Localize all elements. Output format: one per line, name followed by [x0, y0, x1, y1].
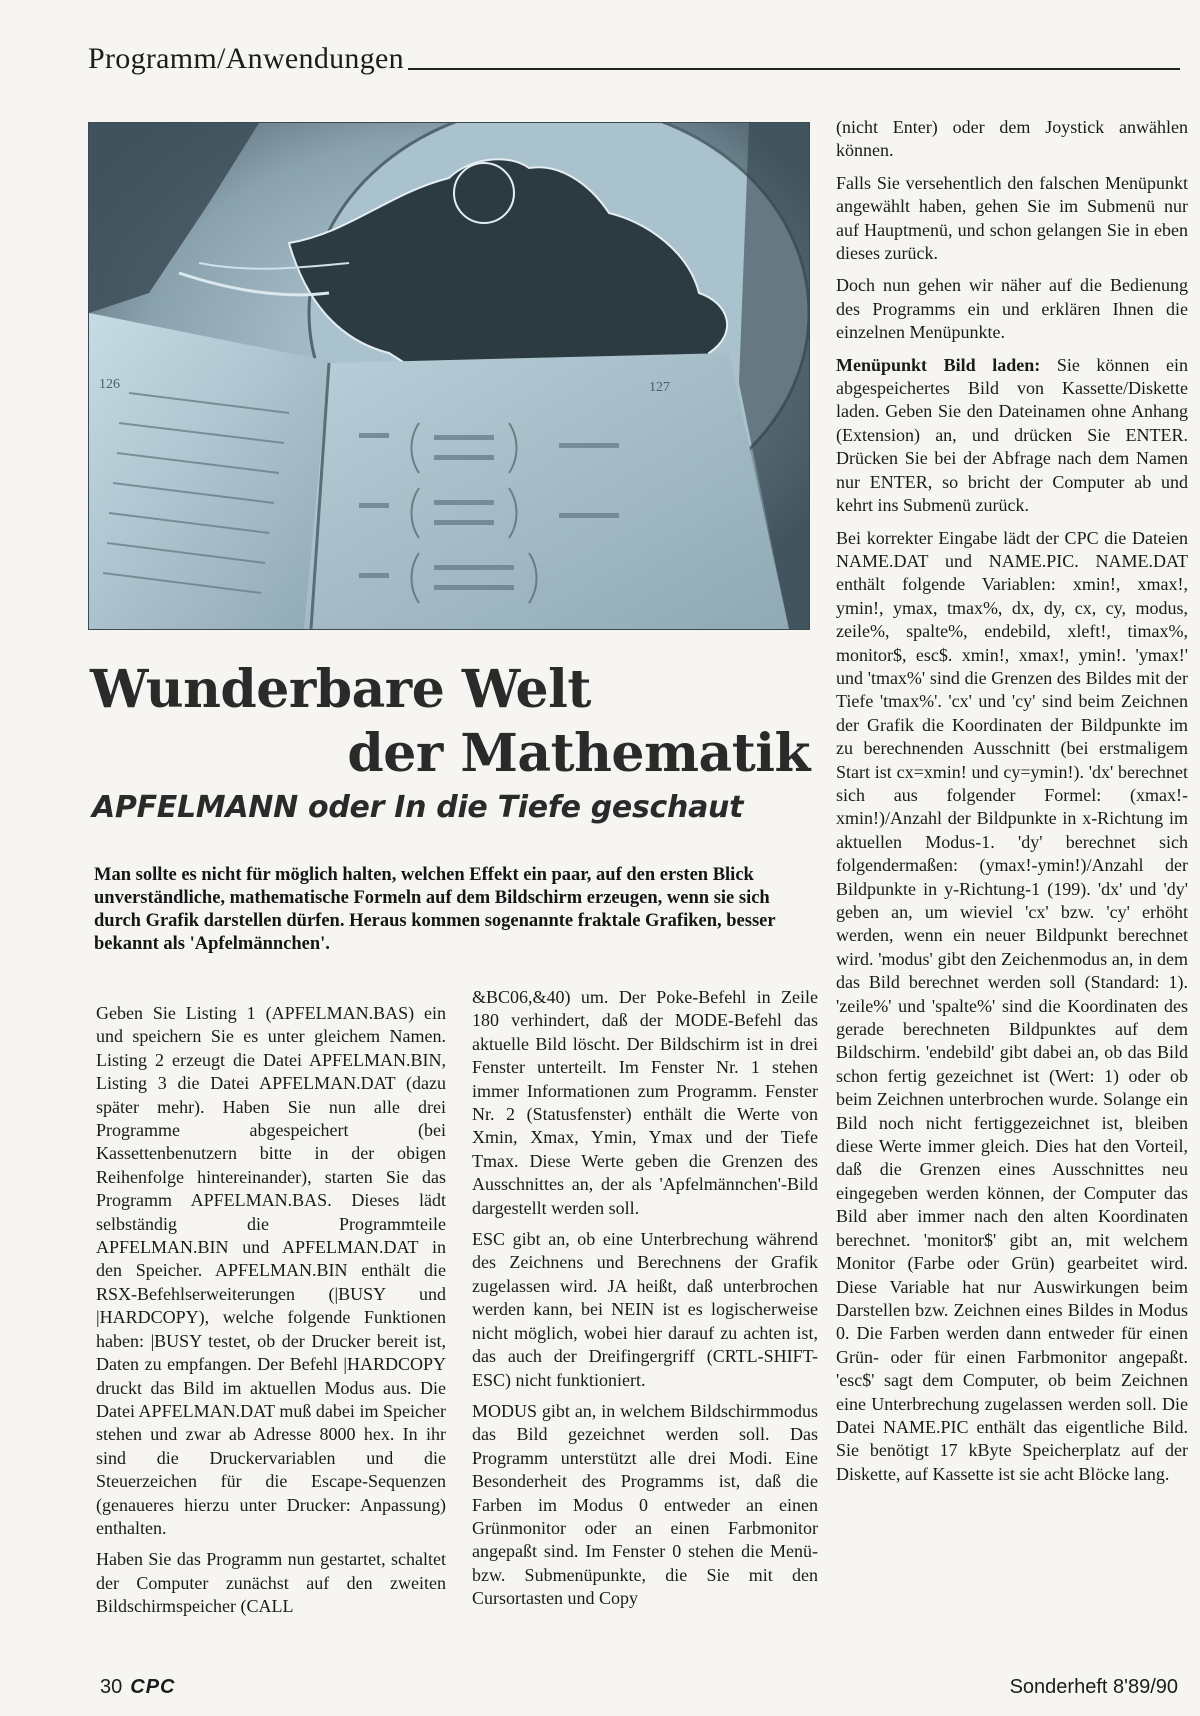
- section-header: [88, 34, 1180, 74]
- text-column-1: [96, 1002, 446, 1627]
- article-headline: [90, 658, 810, 786]
- text-column-2: [472, 986, 818, 1619]
- paragraph: ESC gibt an, ob eine Unterbrechung während des Zeichnens und Berechnens der Grafik zugelassen wird. JA heißt, daß unterbrochen werden kann, bei NEIN ist es logischerweise nicht möglich, wobei hier darauf zu achten ist, das auch der Dreifingergriff (CRTL-SHIFT-ESC) nicht funktioniert.: [472, 1229, 818, 1390]
- subsection-title: Menüpunkt Bild laden:: [836, 354, 1041, 375]
- article-photo: [88, 122, 810, 630]
- page-number: 30: [100, 1676, 123, 1698]
- paragraph: Bei korrekter Eingabe lädt der CPC die Dateien NAME.DAT und NAME.PIC. NAME.DAT enthält folgende Variablen: xmin!, xmax!, ymin!, ymax, tmax%, dx, dy, cx, cy, modus, zeile%, spalte%, endebild, xleft!, timax%, monitor$, esc$. xmin!, xmax!, ymin!. 'ymax!' und 'tmax%' sind die Grenzen des Bildes mit der Tiefe 'tmax%'. 'cx' und 'cy' sind beim Zeichnen der Grafik die Koordinaten der Bildpunkte im zu berechnenden Ausschnitt (bei erstmaligem Start ist cx=xmin! und cy=ymin!). 'dx' berechnet sich aus folgender Formel: (xmax!-xmin!)/Anzahl der Bildpunkte in x-Richtung im aktuellen Modus-1. 'dy' berechnet sich folgendermaßen: (ymax!-ymin!)/Anzahl der Bildpunkte in y-Richtung-1 (199). 'dx' und 'dy' geben an, um wieviel 'cx' bzw. 'cy' erhöht werden, wenn ein neuer Bildpunkt berechnet wird. 'modus' gibt den Zeichenmodus an, in dem das Bild berechnet werden soll (Standard: 1). 'zeile%' und 'spalte%' sind die Koordinaten des gerade berechneten Bildpunktes auf dem Bildschirm. 'endebild' gibt dabei an, ob das Bild schon fertig gezeichnet ist (Wert: 1) oder ob beim Zeichnen unterbrochen wurde. Solange ein Bild noch nicht fertiggezeichnet ist, bleiben diese Werte immer gleich. Dies hat den Vorteil, daß die Grenzen eines Ausschnittes neu eingegeben werden können, der Computer das Bild aber immer nach den alten Koordinaten berechnet. 'monitor$' gibt an, mit welchem Monitor (Farbe oder Grün) gearbeitet wird. Diese Variable hat nur Auswirkungen beim Darstellen bzw. Zeichnen eines Bildes in Modus 0. Die Farben werden dann entweder für einen Grün- oder für einen Farbmonitor angepaßt. 'esc$' sagt dem Computer, ob beim Zeichnen eine Unterbrechung zugelassen werden soll. Die Datei NAME.PIC enthält das eigentliche Bild. Sie benötigt 17 kByte Speicherplatz auf der Diskette, auf Kassette ist sie acht Blöcke lang.: [836, 527, 1188, 1484]
- mandelbrot-book-illustration: [89, 123, 809, 629]
- book-page-right-number: 127: [649, 380, 670, 395]
- book-page-left-number: 126: [99, 377, 120, 392]
- subsection-body: Sie können ein abgespeichertes Bild von Kassette/Diskette laden. Geben Sie den Dateinamen ohne Anhang (Extension) an, und drücken Sie ENTER. Drücken Sie bei der Abfrage nach dem Namen nur ENTER, so bricht der Computer ab und kehrt ins Submenü zurück.: [836, 354, 1189, 516]
- text-column-3: [836, 116, 1188, 1495]
- paragraph: Falls Sie versehentlich den falschen Menüpunkt angewählt haben, gehen Sie im Submenü nur auf Hauptmenü, und schon gelangen Sie in eben dieses zurück.: [836, 172, 1188, 264]
- issue-label: Sonderheft 8'89/90: [1009, 1676, 1178, 1698]
- paragraph: Doch nun gehen wir näher auf die Bedienung des Programms ein und erklären Ihnen die einzelnen Menüpunkte.: [836, 275, 1188, 343]
- paragraph: Geben Sie Listing 1 (APFELMAN.BAS) ein und speichern Sie es unter gleichem Namen. Listing 2 erzeugt die Datei APFELMAN.BIN, Listing 3 die Datei APFELMAN.DAT (dazu später mehr). Haben Sie nun alle drei Programme abgespeichert (bei Kassettenbenutzern bitte in der obigen Reihenfolge hintereinander), starten Sie das Programm APFELMAN.BAS. Dieses lädt selbständig die Programmteile APFELMAN.BIN und APFELMAN.DAT in den Speicher. APFELMAN.BIN enthält die RSX-Befehlserweiterungen (|BUSY und |HARDCOPY), welche folgende Funktionen haben: |BUSY testet, ob der Drucker bereit ist, Daten zu empfangen. Der Befehl |HARDCOPY druckt das Bild im aktuellen Modus aus. Die Datei APFELMAN.DAT muß dabei im Speicher stehen und zwar ab Adresse 8000 hex. In ihr sind die Druckervariablen und die Steuerzeichen für die Escape-Sequenzen (genaueres hierzu unter Drucker: Anpassung) enthalten.: [96, 1003, 446, 1538]
- article-lead: Man sollte es nicht für möglich halten, welchen Effekt ein paar, auf den ersten Blick unverständliche, mathematische Formeln auf dem Bildschirm erzeugen, wenn sie sich durch Grafik darstellen dürfen. Heraus kommen sogenannte fraktale Grafiken, besser bekannt als 'Apfelmännchen'.: [94, 865, 776, 954]
- article-subheadline: APFELMANN oder In die Tiefe geschaut: [92, 790, 744, 825]
- header-rule: [408, 68, 1180, 70]
- paragraph: Haben Sie das Programm nun gestartet, schaltet der Computer zunächst auf den zweiten Bildschirmspeicher (CALL: [96, 1549, 446, 1617]
- paragraph: [836, 354, 1188, 518]
- paragraph: MODUS gibt an, in welchem Bildschirmmodus das Bild gezeichnet werden soll. Das Programm unterstützt alle drei Modi. Eine Besonderheit des Programms ist, daß die Farben im Modus 0 entweder an einen Grünmonitor oder an einen Farbmonitor angepaßt sind. Im Fenster 0 stehen die Menü- bzw. Submenüpunkte, die Sie mit den Cursortasten und Copy: [472, 1400, 818, 1609]
- paragraph: &BC06,&40) um. Der Poke-Befehl in Zeile 180 verhindert, daß der MODE-Befehl das aktuelle Bild löscht. Der Bildschirm ist in drei Fenster unterteilt. Im Fenster Nr. 1 stehen immer Informationen zum Programm. Fenster Nr. 2 (Statusfenster) enthält die Werte von Xmin, Xmax, Ymin, Ymax und der Tiefe Tmax. Diese Werte geben die Grenzen des Ausschnittes an, der als 'Apfelmännchen'-Bild dargestellt werden soll.: [472, 987, 818, 1218]
- footer-left: [100, 1676, 175, 1699]
- section-title: Programm/Anwendungen: [88, 42, 404, 75]
- magazine-brand: CPC: [130, 1676, 176, 1698]
- headline-line-1: Wunderbare Welt: [90, 659, 591, 720]
- paragraph: (nicht Enter) oder dem Joystick anwählen können.: [836, 117, 1188, 161]
- headline-line-2: der Mathematik: [347, 723, 810, 784]
